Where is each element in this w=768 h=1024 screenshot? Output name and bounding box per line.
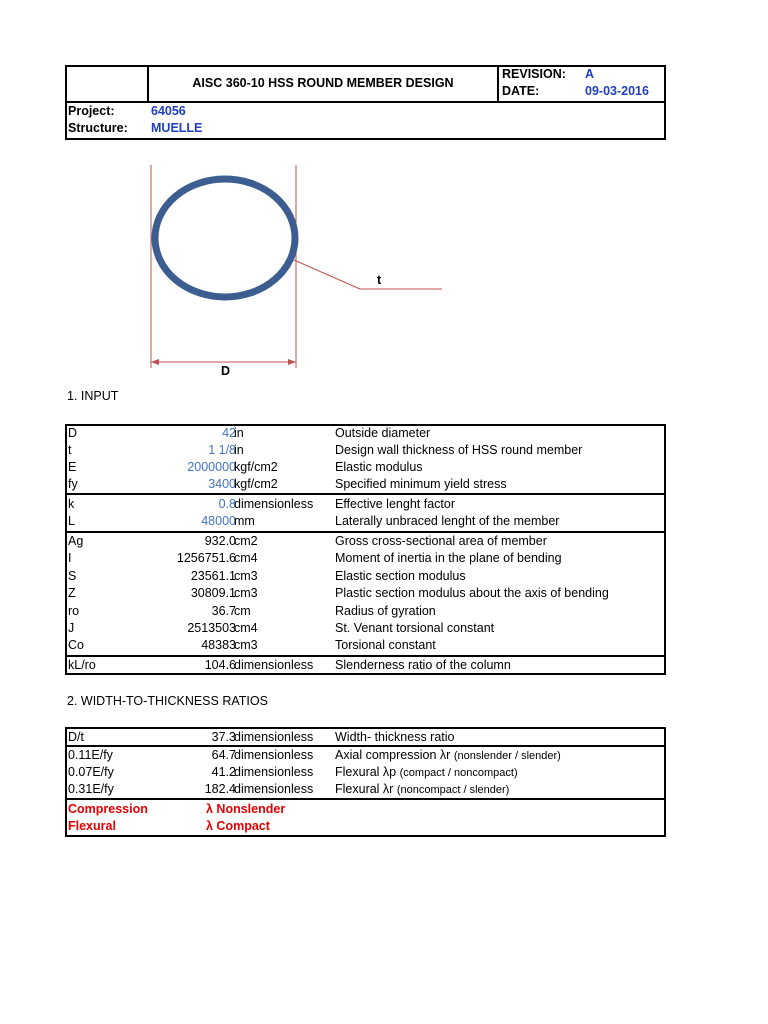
project-value: 64056 (151, 104, 186, 118)
value-input[interactable]: 3400 (208, 477, 236, 491)
structure-label: Structure: (68, 121, 128, 135)
table-row (66, 496, 664, 513)
description-main: Flexural λr (335, 782, 394, 796)
table-row (66, 620, 664, 637)
dim-arrow-right (288, 359, 296, 365)
document-title: AISC 360-10 HSS ROUND MEMBER DESIGN (192, 76, 454, 90)
thickness-leader (294, 260, 442, 289)
table-row (66, 459, 664, 476)
unit: cm3 (234, 586, 258, 600)
symbol: J (68, 621, 75, 635)
unit: dimensionless (234, 765, 314, 779)
description: Slenderness ratio of the column (335, 658, 511, 672)
value: 41.2 (211, 765, 236, 779)
table-row (66, 533, 664, 550)
symbol: Z (68, 586, 76, 600)
unit: kgf/cm2 (234, 460, 278, 474)
symbol: E (68, 460, 77, 474)
value: 932.0 (204, 534, 236, 548)
result-row-flexural (66, 818, 664, 835)
table-row (66, 657, 664, 674)
table-row (66, 781, 664, 798)
value: 1256751.6 (176, 551, 236, 565)
revision-label: REVISION: (502, 67, 566, 81)
unit: dimensionless (234, 658, 314, 672)
description: Laterally unbraced lenght of the member (335, 514, 560, 528)
unit: cm3 (234, 638, 258, 652)
table-row (66, 442, 664, 459)
table-row (66, 637, 664, 654)
table-row (66, 585, 664, 602)
symbol: Ag (68, 534, 84, 548)
description: Torsional constant (335, 638, 436, 652)
value: 182.4 (204, 782, 236, 796)
diameter-label: D (221, 364, 231, 378)
description (335, 781, 509, 799)
unit: dimensionless (234, 782, 314, 796)
result-value: λ Nonslender (206, 802, 286, 816)
description-note: (noncompact / slender) (396, 784, 510, 796)
symbol: t (68, 443, 72, 457)
symbol: ro (68, 604, 80, 618)
unit: dimensionless (234, 730, 314, 744)
symbol: fy (68, 477, 78, 491)
value: 30809.1 (190, 586, 236, 600)
symbol: I (68, 551, 72, 565)
section-input-title: 1. INPUT (67, 389, 119, 403)
table-row (66, 729, 664, 746)
value-input[interactable]: 48000 (201, 514, 236, 528)
table-row (66, 513, 664, 530)
description: Effective lenght factor (335, 497, 455, 511)
symbol: kL/ro (68, 658, 96, 672)
date-label: DATE: (502, 84, 540, 98)
description: Gross cross-sectional area of member (335, 534, 547, 548)
value-input[interactable]: 2000000 (187, 460, 236, 474)
result-row-compression (66, 801, 664, 818)
description-note: (compact / noncompact) (399, 767, 518, 779)
value: 23561.1 (190, 569, 236, 583)
value-input[interactable]: 1 1/8 (208, 443, 236, 457)
symbol: S (68, 569, 77, 583)
unit: dimensionless (234, 748, 314, 762)
hss-section-diagram (0, 0, 768, 400)
hss-ring (155, 179, 295, 297)
table-row (66, 550, 664, 567)
symbol: D (68, 426, 78, 440)
value: 2513503 (187, 621, 236, 635)
value: 104.6 (204, 658, 236, 672)
description: Radius of gyration (335, 604, 436, 618)
unit: in (234, 443, 244, 457)
table-row (66, 747, 664, 764)
value: 36.7 (211, 604, 236, 618)
value: 37.3 (211, 730, 236, 744)
value-input[interactable]: 42 (222, 426, 236, 440)
symbol: Co (68, 638, 84, 652)
description: St. Venant torsional constant (335, 621, 495, 635)
table-row (66, 603, 664, 620)
description-main: Axial compression λr (335, 748, 451, 762)
table-row (66, 425, 664, 442)
table-row (66, 568, 664, 585)
symbol: D/t (68, 730, 84, 744)
description (335, 747, 561, 765)
dim-arrow-left (151, 359, 159, 365)
symbol: 0.31E/fy (68, 782, 114, 796)
project-label: Project: (68, 104, 115, 118)
description: Moment of inertia in the plane of bending (335, 551, 562, 565)
description: Outside diameter (335, 426, 431, 440)
description: Specified minimum yield stress (335, 477, 507, 491)
description: Design wall thickness of HSS round member (335, 443, 583, 457)
unit: cm2 (234, 534, 258, 548)
description: Elastic modulus (335, 460, 423, 474)
result-label: Flexural (68, 819, 116, 833)
unit: in (234, 426, 244, 440)
description: Elastic section modulus (335, 569, 466, 583)
value: 48383 (201, 638, 236, 652)
result-label: Compression (68, 802, 148, 816)
description: Plastic section modulus about the axis of bending (335, 586, 609, 600)
description-note: (nonslender / slender) (453, 750, 561, 762)
section-ratios-title: 2. WIDTH-TO-THICKNESS RATIOS (67, 694, 268, 708)
structure-value: MUELLE (151, 121, 203, 135)
description (335, 764, 518, 782)
unit: cm (234, 604, 251, 618)
thickness-label: t (377, 273, 382, 287)
value-input[interactable]: 0.8 (218, 497, 236, 511)
symbol: L (68, 514, 75, 528)
table-row (66, 764, 664, 781)
result-value: λ Compact (206, 819, 270, 833)
unit: cm3 (234, 569, 258, 583)
unit: kgf/cm2 (234, 477, 278, 491)
symbol: 0.11E/fy (68, 748, 113, 762)
unit: cm4 (234, 621, 258, 635)
symbol: k (68, 497, 75, 511)
description-main: Flexural λp (335, 765, 397, 779)
unit: mm (234, 514, 255, 528)
unit: cm4 (234, 551, 258, 565)
revision-value: A (585, 67, 595, 81)
date-value: 09-03-2016 (585, 84, 649, 98)
input-divider-1 (65, 493, 666, 495)
table-row (66, 476, 664, 493)
unit: dimensionless (234, 497, 314, 511)
value: 64.7 (211, 748, 236, 762)
symbol: 0.07E/fy (68, 765, 114, 779)
description: Width- thickness ratio (335, 730, 455, 744)
